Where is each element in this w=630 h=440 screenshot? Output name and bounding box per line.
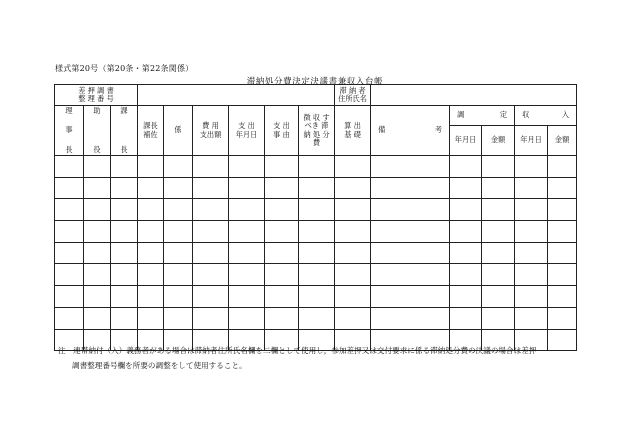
table-cell[interactable]: [138, 307, 164, 329]
table-cell[interactable]: [138, 156, 164, 178]
table-cell[interactable]: [111, 264, 138, 286]
table-cell[interactable]: [138, 177, 164, 199]
table-cell[interactable]: [482, 199, 515, 221]
table-cell[interactable]: [84, 242, 111, 264]
table-row: [55, 199, 577, 221]
col-header-shuunyuu: [515, 106, 577, 126]
col-header-shishutsu-date: [229, 106, 265, 156]
biko-1: 備: [378, 125, 386, 135]
table-cell[interactable]: [229, 199, 265, 221]
table-cell[interactable]: [299, 286, 335, 308]
table-cell[interactable]: [55, 286, 84, 308]
table-cell[interactable]: [515, 221, 548, 243]
document-title: 滞納処分費決定決議書兼収入台帳: [246, 77, 384, 87]
footnote: [58, 343, 578, 373]
table-cell[interactable]: [450, 156, 482, 178]
table-cell[interactable]: [84, 221, 111, 243]
kacho-3: 長: [120, 145, 128, 155]
table-cell[interactable]: [450, 221, 482, 243]
table-row: [55, 242, 577, 264]
table-cell[interactable]: [229, 242, 265, 264]
table-cell[interactable]: [371, 264, 450, 286]
col-header-biko: [371, 106, 450, 156]
table-cell[interactable]: [111, 286, 138, 308]
rijicho-2: 事: [65, 125, 73, 135]
table-cell[interactable]: [482, 221, 515, 243]
table-cell[interactable]: [229, 286, 265, 308]
col-header-joyaku: [84, 106, 111, 156]
table-cell[interactable]: [335, 199, 371, 221]
table-cell[interactable]: [229, 307, 265, 329]
table-cell[interactable]: [265, 221, 299, 243]
table-cell[interactable]: [299, 307, 335, 329]
shishutsu-date-1: 支 出: [238, 121, 255, 131]
table-cell[interactable]: [111, 242, 138, 264]
table-cell[interactable]: [55, 156, 84, 178]
kacho-hosa-1: 課長: [143, 121, 158, 131]
table-cell[interactable]: [138, 286, 164, 308]
table-cell[interactable]: [84, 177, 111, 199]
shuunyuu-amount-header: 金額: [548, 126, 577, 156]
table-cell[interactable]: [371, 286, 450, 308]
table-row: [55, 307, 577, 329]
table-cell[interactable]: [299, 264, 335, 286]
hiyo-2: 支出額: [199, 129, 222, 139]
table-cell[interactable]: [515, 199, 548, 221]
table-cell[interactable]: [55, 199, 84, 221]
table-cell[interactable]: [164, 177, 193, 199]
chotei-amount-header: 金額: [482, 126, 515, 156]
payer-value[interactable]: [371, 85, 577, 106]
table-cell[interactable]: [111, 156, 138, 178]
table-cell[interactable]: [482, 177, 515, 199]
shuunyuu-2: 入: [561, 110, 570, 120]
chosyu-3: 納 処 分: [303, 129, 330, 139]
table-cell[interactable]: [450, 307, 482, 329]
table-cell[interactable]: [548, 199, 577, 221]
col-header-santei: [335, 106, 371, 156]
table-cell[interactable]: [229, 221, 265, 243]
table-cell[interactable]: [548, 156, 577, 178]
table-row: [55, 156, 577, 178]
kacho-1: 課: [120, 105, 128, 115]
table-cell[interactable]: [55, 177, 84, 199]
table-cell[interactable]: [450, 177, 482, 199]
seq-number-label: [55, 85, 138, 106]
table-cell[interactable]: [193, 264, 229, 286]
table-cell[interactable]: [84, 307, 111, 329]
ledger-table: [54, 84, 577, 351]
chotei-1: 調: [457, 110, 465, 120]
joyaku-1: 助: [93, 105, 101, 115]
shuunyuu-1: 収: [522, 110, 530, 120]
table-cell[interactable]: [371, 307, 450, 329]
table-cell[interactable]: [482, 286, 515, 308]
table-cell[interactable]: [450, 286, 482, 308]
table-cell[interactable]: [138, 199, 164, 221]
table-cell[interactable]: [335, 307, 371, 329]
hiyo-1: 費 用: [202, 121, 219, 131]
table-cell[interactable]: [335, 156, 371, 178]
table-cell[interactable]: [515, 264, 548, 286]
chotei-2: 定: [499, 110, 508, 120]
table-cell[interactable]: [265, 177, 299, 199]
shishutsu-reason-1: 支 出: [273, 121, 290, 131]
table-cell[interactable]: [193, 221, 229, 243]
table-cell[interactable]: [193, 286, 229, 308]
kacho-hosa-2: 補佐: [143, 129, 158, 139]
table-row: [55, 286, 577, 308]
header-row-cols-1: [55, 106, 577, 126]
table-cell[interactable]: [138, 264, 164, 286]
table-cell[interactable]: [515, 156, 548, 178]
table-cell[interactable]: [265, 264, 299, 286]
table-cell[interactable]: [515, 177, 548, 199]
table-cell[interactable]: [371, 242, 450, 264]
shuunyuu-date-header: 年月日: [515, 126, 548, 156]
seq-number-value[interactable]: [138, 85, 335, 106]
table-cell[interactable]: [335, 264, 371, 286]
shishutsu-reason-2: 事 由: [273, 129, 290, 139]
rijicho-1: 理: [65, 105, 73, 115]
chotei-date-header: 年月日: [450, 126, 482, 156]
table-cell[interactable]: [164, 307, 193, 329]
table-cell[interactable]: [111, 307, 138, 329]
table-cell[interactable]: [164, 199, 193, 221]
table-cell[interactable]: [450, 242, 482, 264]
table-cell[interactable]: [84, 286, 111, 308]
chosyu-2: べき 滞: [304, 121, 329, 131]
table-cell[interactable]: [265, 156, 299, 178]
table-cell[interactable]: [450, 264, 482, 286]
table-cell[interactable]: [548, 242, 577, 264]
table-cell[interactable]: [548, 221, 577, 243]
table-cell[interactable]: [229, 177, 265, 199]
col-header-rijicho: [55, 106, 84, 156]
santei-1: 算 出: [344, 121, 361, 131]
payer-label-top: 滞 納 者: [339, 85, 366, 95]
table-cell[interactable]: [55, 242, 84, 264]
table-cell[interactable]: [265, 199, 299, 221]
table-cell[interactable]: [482, 156, 515, 178]
payer-label: [335, 85, 371, 106]
table-cell[interactable]: [164, 156, 193, 178]
table-cell[interactable]: [193, 242, 229, 264]
table-cell[interactable]: [138, 221, 164, 243]
table-cell[interactable]: [193, 156, 229, 178]
form-reference: 様式第20号（第20条・第22条関係）: [55, 64, 194, 73]
table-cell[interactable]: [193, 307, 229, 329]
col-header-hiyo: [193, 106, 229, 156]
table-cell[interactable]: [482, 264, 515, 286]
table-cell[interactable]: [515, 242, 548, 264]
table-cell[interactable]: [229, 156, 265, 178]
payer-label-bottom: 住所氏名: [338, 94, 367, 103]
table-cell[interactable]: [265, 286, 299, 308]
shishutsu-date-2: 年月日: [235, 129, 258, 139]
table-cell[interactable]: [335, 221, 371, 243]
footnote-line-1: 注 連帯納付（入）義務者がある場合は滞納者住所氏名欄を二欄として使用し，参加差押又は交付要求に係る滞納処分費の決議の場合は差押: [58, 346, 537, 355]
col-header-kacho: [111, 106, 138, 156]
table-cell[interactable]: [371, 177, 450, 199]
table-row: [55, 264, 577, 286]
table-cell[interactable]: [84, 199, 111, 221]
table-cell[interactable]: [164, 242, 193, 264]
joyaku-3: 役: [93, 145, 101, 155]
data-rows: [55, 156, 577, 351]
table-row: [55, 177, 577, 199]
table-cell[interactable]: [299, 221, 335, 243]
table-cell[interactable]: [371, 156, 450, 178]
table-cell[interactable]: [193, 177, 229, 199]
table-cell[interactable]: [138, 242, 164, 264]
table-cell[interactable]: [111, 199, 138, 221]
rijicho-3: 長: [65, 145, 73, 155]
table-cell[interactable]: [299, 177, 335, 199]
col-header-chosyu: [299, 106, 335, 156]
biko-2: 考: [434, 125, 443, 135]
seq-label-top: 差 押 調 書: [78, 85, 114, 95]
chosyu-1: 徴 収 す: [303, 112, 330, 122]
table-cell[interactable]: [193, 199, 229, 221]
table-cell[interactable]: [84, 264, 111, 286]
table-cell[interactable]: [371, 221, 450, 243]
table-cell[interactable]: [335, 177, 371, 199]
table-cell[interactable]: [265, 307, 299, 329]
table-cell[interactable]: [55, 307, 84, 329]
table-cell[interactable]: [111, 177, 138, 199]
seq-label-bottom: 整 理 番 号: [78, 94, 114, 103]
table-row: [55, 221, 577, 243]
table-cell[interactable]: [84, 156, 111, 178]
col-header-shishutsu-reason: [265, 106, 299, 156]
col-header-kakari: 係: [164, 106, 193, 156]
table-cell[interactable]: [299, 156, 335, 178]
table-cell[interactable]: [335, 286, 371, 308]
table-cell[interactable]: [299, 199, 335, 221]
table-cell[interactable]: [548, 264, 577, 286]
footnote-line-2: 調書整理番号欄を所要の調整をして使用すること。: [72, 361, 247, 370]
table-cell[interactable]: [548, 307, 577, 329]
table-cell[interactable]: [229, 264, 265, 286]
col-header-kacho-hosa: [138, 106, 164, 156]
table-cell[interactable]: [111, 221, 138, 243]
table-cell[interactable]: [55, 264, 84, 286]
table-cell[interactable]: [164, 264, 193, 286]
table-cell[interactable]: [515, 286, 548, 308]
table-cell[interactable]: [335, 242, 371, 264]
table-cell[interactable]: [482, 307, 515, 329]
table-cell[interactable]: [265, 242, 299, 264]
table-cell[interactable]: [164, 286, 193, 308]
table-cell[interactable]: [548, 177, 577, 199]
col-header-chotei: [450, 106, 515, 126]
table-cell[interactable]: [548, 286, 577, 308]
table-cell[interactable]: [164, 221, 193, 243]
table-cell[interactable]: [299, 242, 335, 264]
table-cell[interactable]: [55, 221, 84, 243]
chosyu-4: 費: [312, 137, 321, 147]
table-cell[interactable]: [371, 199, 450, 221]
table-cell[interactable]: [482, 242, 515, 264]
table-cell[interactable]: [515, 307, 548, 329]
santei-2: 基 礎: [344, 129, 361, 139]
header-row-id: [55, 85, 577, 106]
table-cell[interactable]: [450, 199, 482, 221]
